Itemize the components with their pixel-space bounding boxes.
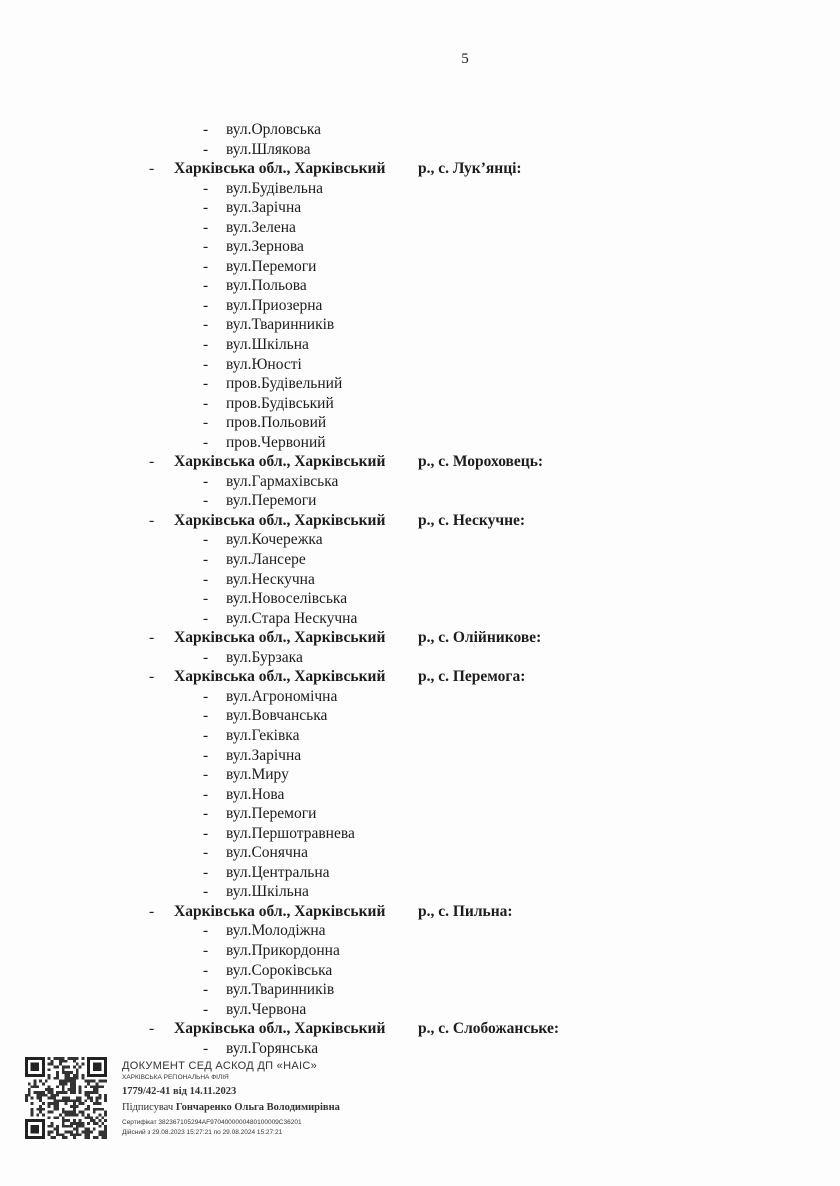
list-dash: - (203, 531, 209, 549)
street-name: вул.Молодіжна (226, 922, 326, 940)
street-item (0, 237, 840, 257)
list-dash: - (203, 355, 209, 373)
list-dash: - (203, 316, 209, 334)
street-item (0, 941, 840, 961)
region-heading (0, 1019, 840, 1039)
region-name: Харківська обл., Харківський (174, 160, 386, 178)
region-name: Харківська обл., Харківський (174, 511, 386, 529)
village-name: р., с. Перемога: (418, 668, 526, 686)
street-name: вул.Першотравнева (226, 824, 355, 842)
street-name: вул.Сороківська (226, 961, 333, 979)
street-name: вул.Шкільна (226, 336, 309, 354)
list-dash: - (203, 199, 209, 217)
street-name: вул.Вовчанська (226, 707, 328, 725)
list-dash: - (203, 687, 209, 705)
stamp-branch: ХАРКІВСЬКА РЕГІОНАЛЬНА ФІЛІЯ (122, 1074, 229, 1081)
street-name: вул.Шкільна (226, 883, 309, 901)
list-dash: - (203, 1000, 209, 1018)
street-name: вул.Горянська (226, 1039, 319, 1057)
street-item (0, 374, 840, 394)
region-name: Харківська обл., Харківський (174, 453, 386, 471)
region-heading (0, 511, 840, 531)
region-heading (0, 628, 840, 648)
street-name: вул.Юності (226, 355, 302, 373)
list-dash: - (203, 766, 209, 784)
street-name: пров.Будівський (226, 394, 334, 412)
list-dash: - (203, 394, 209, 412)
street-name: вул.Миру (226, 766, 289, 784)
street-name: вул.Червона (226, 1000, 307, 1018)
street-item (0, 570, 840, 590)
list-dash: - (203, 277, 209, 295)
street-name: вул.Бурзака (226, 648, 303, 666)
street-name: вул.Центральна (226, 863, 330, 881)
list-dash: - (203, 844, 209, 862)
street-name: вул.Зернова (226, 238, 304, 256)
street-item (0, 296, 840, 316)
street-item (0, 276, 840, 296)
stamp-signer (122, 1102, 340, 1113)
street-item (0, 218, 840, 238)
village-name: р., с. Лук’янці: (418, 160, 522, 178)
street-name: вул.Гармахівська (226, 472, 339, 490)
address-list (0, 120, 840, 1058)
street-name: вул.Приозерна (226, 296, 323, 314)
street-item (0, 863, 840, 883)
list-dash: - (149, 668, 155, 686)
list-dash: - (149, 902, 155, 920)
list-dash: - (203, 140, 209, 158)
signer-label: Підписувач (122, 1102, 174, 1113)
signer-name: Гончаренко Ольга Володимирівна (175, 1102, 340, 1113)
stamp-certificate: Сертифікат 382367105294АF9704000000480100009C36201 (122, 1119, 302, 1126)
village-name: р., с. Нескучне: (418, 511, 526, 529)
street-item (0, 394, 840, 414)
street-name: вул.Сонячна (226, 844, 308, 862)
street-item (0, 609, 840, 629)
street-item (0, 120, 840, 140)
list-dash: - (203, 257, 209, 275)
list-dash: - (203, 785, 209, 803)
street-name: вул.Орловська (226, 121, 322, 138)
street-item (0, 315, 840, 335)
list-dash: - (203, 883, 209, 901)
list-dash: - (149, 453, 155, 471)
list-dash: - (203, 218, 209, 236)
region-heading (0, 159, 840, 179)
street-item (0, 843, 840, 863)
list-dash: - (203, 707, 209, 725)
list-dash: - (203, 981, 209, 999)
street-item (0, 550, 840, 570)
region-name: Харківська обл., Харківський (174, 902, 386, 920)
village-name: р., с. Слобожанське: (418, 1020, 560, 1038)
list-dash: - (203, 179, 209, 197)
street-name: вул.Тваринників (226, 316, 335, 334)
region-heading (0, 902, 840, 922)
street-item (0, 198, 840, 218)
list-dash: - (203, 121, 209, 138)
street-name: вул.Стара Нескучна (226, 609, 358, 627)
street-item (0, 980, 840, 1000)
street-item (0, 589, 840, 609)
street-item (0, 530, 840, 550)
street-item (0, 882, 840, 902)
street-name: вул.Кочережка (226, 531, 323, 549)
list-dash: - (149, 629, 155, 647)
list-dash: - (149, 1020, 155, 1038)
list-dash: - (203, 824, 209, 842)
street-name: вул.Новоселівська (226, 590, 348, 608)
list-dash: - (203, 609, 209, 627)
region-name: Харківська обл., Харківський (174, 1020, 386, 1038)
document-stamp (25, 1057, 525, 1147)
street-name: вул.Польова (226, 277, 307, 295)
street-item (0, 746, 840, 766)
street-name: вул.Перемоги (226, 257, 317, 275)
list-dash: - (203, 238, 209, 256)
street-name: вул.Геківка (226, 726, 300, 744)
street-name: пров.Польовий (226, 414, 327, 432)
region-name: Харківська обл., Харківський (174, 668, 386, 686)
street-item (0, 472, 840, 492)
qr-code-icon (25, 1057, 107, 1139)
street-name: вул.Нескучна (226, 570, 315, 588)
street-item (0, 335, 840, 355)
street-item (0, 1000, 840, 1020)
street-name: вул.Зарічна (226, 746, 302, 764)
street-item (0, 687, 840, 707)
list-dash: - (203, 922, 209, 940)
list-dash: - (203, 336, 209, 354)
list-dash: - (203, 472, 209, 490)
street-item (0, 726, 840, 746)
street-item (0, 706, 840, 726)
region-name: Харківська обл., Харківський (174, 629, 386, 647)
street-item (0, 961, 840, 981)
list-dash: - (149, 511, 155, 529)
street-item (0, 765, 840, 785)
street-item (0, 355, 840, 375)
list-dash: - (203, 590, 209, 608)
list-dash: - (203, 414, 209, 432)
street-name: вул.Лансере (226, 551, 306, 569)
street-item (0, 1039, 840, 1059)
street-item (0, 785, 840, 805)
region-heading (0, 667, 840, 687)
street-item (0, 824, 840, 844)
street-name: вул.Нова (226, 785, 285, 803)
stamp-validity: Дійсний з 29.08.2023 15:27:21 по 29.08.2024 15:27:21 (122, 1129, 283, 1136)
list-dash: - (203, 863, 209, 881)
list-dash: - (203, 492, 209, 510)
list-dash: - (149, 160, 155, 178)
list-dash: - (203, 1039, 209, 1057)
street-item (0, 648, 840, 668)
street-name: пров.Будівельний (226, 375, 343, 393)
stamp-title: ДОКУМЕНТ СЕД АСКОД ДП «НАІС» (122, 1060, 318, 1072)
street-item (0, 413, 840, 433)
list-dash: - (203, 961, 209, 979)
list-dash: - (203, 726, 209, 744)
street-item (0, 179, 840, 199)
street-item (0, 257, 840, 277)
list-dash: - (203, 551, 209, 569)
list-dash: - (203, 648, 209, 666)
street-name: вул.Тваринників (226, 981, 335, 999)
street-item (0, 140, 840, 160)
list-dash: - (203, 375, 209, 393)
street-name: пров.Червоний (226, 433, 326, 451)
street-name: вул.Прикордонна (226, 941, 340, 959)
street-name: вул.Шлякова (226, 140, 311, 158)
street-name: вул.Агрономічна (226, 687, 338, 705)
street-name: вул.Будівельна (226, 179, 324, 197)
street-name: вул.Перемоги (226, 492, 317, 510)
street-item (0, 921, 840, 941)
village-name: р., с. Мороховець: (418, 453, 544, 471)
stamp-reg-number: 1779/42-41 від 14.11.2023 (122, 1086, 237, 1097)
street-item (0, 433, 840, 453)
region-heading (0, 452, 840, 472)
page-number: 5 (461, 51, 469, 67)
list-dash: - (203, 433, 209, 451)
list-dash: - (203, 296, 209, 314)
street-item (0, 804, 840, 824)
street-item (0, 491, 840, 511)
list-dash: - (203, 805, 209, 823)
list-dash: - (203, 570, 209, 588)
village-name: р., с. Пильна: (418, 902, 513, 920)
list-dash: - (203, 746, 209, 764)
village-name: р., с. Олійникове: (418, 629, 542, 647)
list-dash: - (203, 941, 209, 959)
street-name: вул.Зарічна (226, 199, 302, 217)
street-name: вул.Зелена (226, 218, 296, 236)
street-name: вул.Перемоги (226, 805, 317, 823)
